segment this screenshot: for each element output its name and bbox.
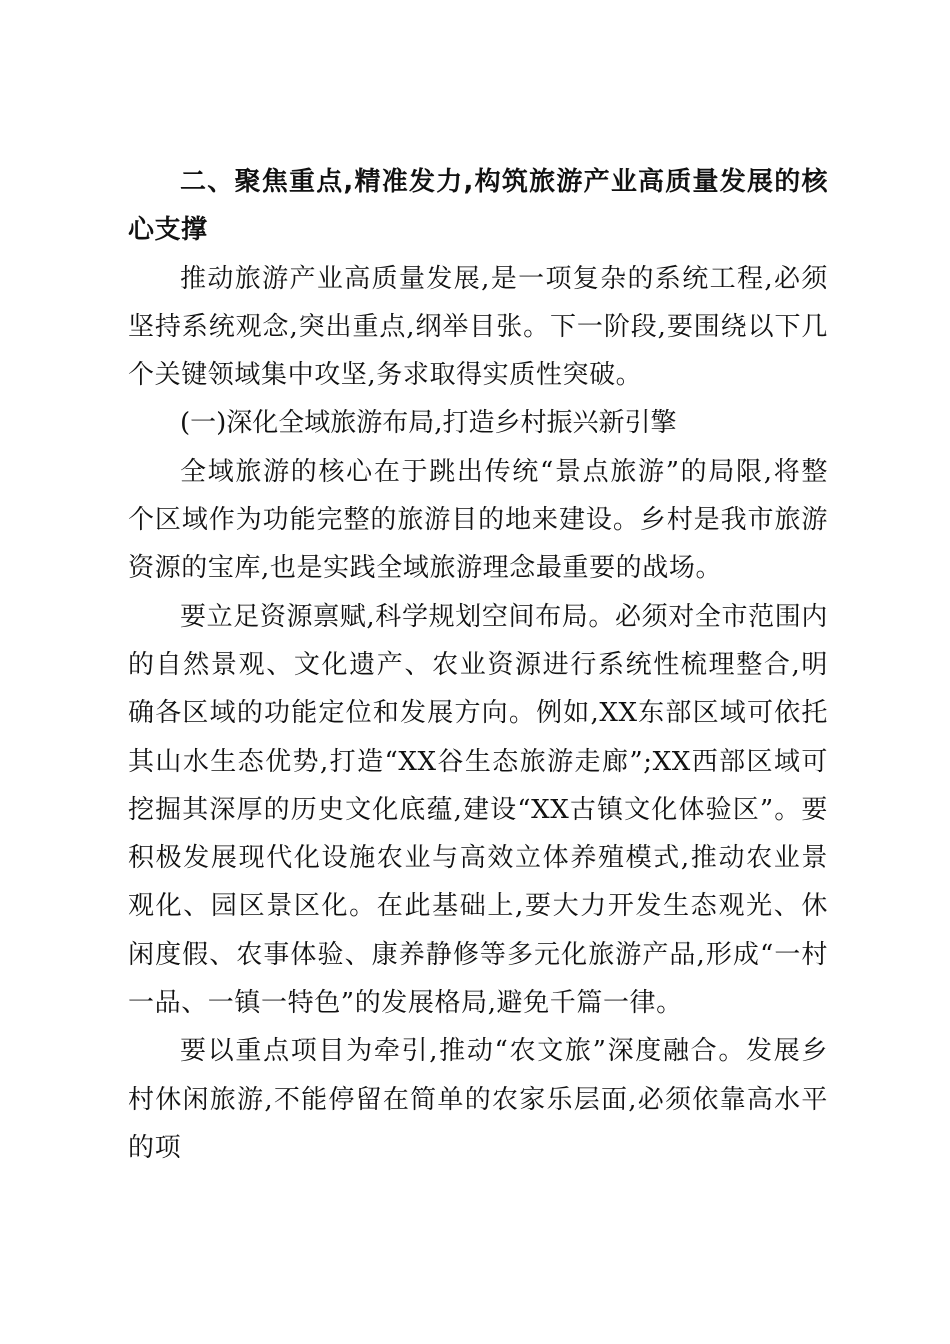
body-paragraph-1: 全域旅游的核心在于跳出传统“景点旅游”的局限,将整个区域作为功能完整的旅游目的地来建设。乡村是我市旅游资源的宝库,也是实践全域旅游理念最重要的战场。 bbox=[128, 456, 828, 584]
document-body bbox=[128, 158, 828, 1172]
body-paragraph-3: 要以重点项目为牵引,推动“农文旅”深度融合。发展乡村休闲旅游,不能停留在简单的农家乐层面,必须依靠高水平的项 bbox=[128, 1036, 828, 1163]
section-heading: 二、聚焦重点,精准发力,构筑旅游产业高质量发展的核心支撑 bbox=[128, 167, 828, 246]
intro-paragraph: 推动旅游产业高质量发展,是一项复杂的系统工程,必须坚持系统观念,突出重点,纲举目张。下一阶段,要围绕以下几个关键领域集中攻坚,务求取得实质性突破。 bbox=[128, 263, 828, 391]
body-paragraph-2: 要立足资源禀赋,科学规划空间布局。必须对全市范围内的自然景观、文化遗产、农业资源进行系统性梳理整合,明确各区域的功能定位和发展方向。例如,XX东部区域可依托其山水生态优势,打造“XX谷生态旅游走廊”;XX西部区域可挖掘其深厚的历史文化底蕴,建设“XX古镇文化体验区”。要积极发展现代化设施农业与高效立体养殖模式,推动农业景观化、园区景区化。在此基础上,要大力开发生态观光、休闲度假、农事体验、康养静修等多元化旅游产品,形成“一村一品、一镇一特色”的发展格局,避免千篇一律。 bbox=[128, 601, 828, 1019]
subsection-heading: (一)深化全域旅游布局,打造乡村振兴新引擎 bbox=[180, 408, 677, 439]
